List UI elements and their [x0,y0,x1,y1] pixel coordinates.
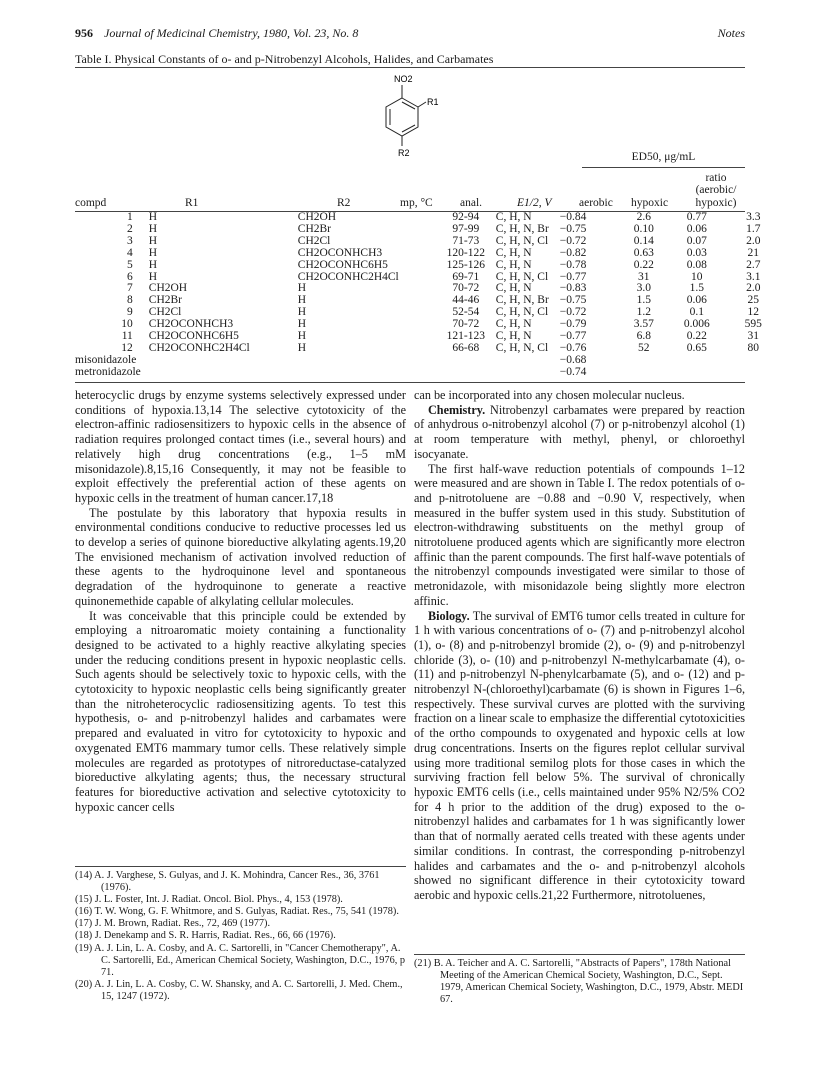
table-cell: H [148,258,158,271]
table-cell: −0.79 [559,318,587,331]
running-header [75,26,745,44]
table-row [75,224,781,236]
col-ratio: ratio (aerobic/ hypoxic) [695,171,737,209]
table-cell [496,355,560,367]
table-cell: 4 [127,246,133,259]
left-paragraph: The postulate by this laboratory that hypoxia results in environmental conditions conducive to reductive processes led us to develop a series of quinone bioreductive alkylating agents.19,20 The envisioned mechanism of activation involved reduction of these agents to the hydroquinone level and spontaneous degradation of the hydroquinone to generate a reactive quinonemethide capable of alkylating cellular molecules. [75,505,406,608]
table-cell: C, H, N, Br [495,294,549,307]
footnote: (18) J. Denekamp and S. R. Harris, Radiat. Res., 66, 66 (1976). [75,930,336,942]
col-anal: anal. [460,197,483,209]
table-cell: 3.3 [746,211,761,223]
table-cell: 8 [127,294,133,307]
footnote: (21) B. A. Teicher and A. C. Sartorelli, "Abstracts of Papers", 178th National Meeting of the American Chemical Society, Washington, D.C., Sept. 1979, American Chemical Society, Washington, D.C., 1979, Abstr. MEDI 67. [414,958,744,1006]
table-cell: 0.006 [683,318,710,331]
table-cell [726,367,781,379]
table-cell: CH2OCONHC6H5 [148,330,239,343]
table-cell: H [297,294,307,307]
right-footnotes [414,958,745,1006]
table-cell: H [148,270,158,283]
right-footnote-rule [414,954,745,955]
col-r2: R2 [337,197,351,209]
table-cell [141,355,298,367]
right-paragraph: The first half-wave reduction potentials of compounds 1–12 were measured and are shown in Table I. The redox potentials of o- and p-nitrotoluene are −0.88 and −0.90 V, respectively, when measured in the buffer system used in this study. Substitution of electron-withdrawing substituents on the methyl group of nitrotoluene produced agents which are significantly more electron affinic than the parent compounds. The first half-wave potentials of the nitrobenzyl compounds investigated were similar to those of metronidazole, with misonidazole being slightly more electron affinic. [414,461,745,608]
left-footnotes [75,870,406,1003]
table-cell [620,367,668,379]
table-cell: C, H, N [495,318,532,331]
table-cell: −0.72 [559,234,587,247]
table-cell: 2.7 [746,258,761,271]
table-row [75,343,781,355]
table-cell: 0.06 [686,222,707,235]
table-cell: CH2Br [148,294,183,307]
table-cell: C, H, N, Cl [495,306,549,319]
table-cell: 7 [127,282,133,295]
table-cell [668,367,726,379]
table-cell: CH2OCONHC6H5 [297,258,388,271]
table-cell: CH2OH [148,282,188,295]
nitrobenzene-structure [370,72,460,162]
table-cell: H [148,234,158,247]
table-cell: 5 [127,258,133,271]
left-paragraph: It was conceivable that this principle could be extended by employing a nitroaromatic moiety containing a functionality designed to be activated to a highly reactive alkylating species under the reducing conditions present in hypoxic neoplastic cells. Such agents should be selectively toxic to hypoxic cells, with the cytotoxicity to hypoxic neoplastic cells being significantly greater than the nitroheterocyclic radiosensitizing agents. To test this hypothesis, o- and p-nitrobenzyl halides and carbamates were prepared and evaluated in vitro for cytotoxicity to hypoxic and oxygenated EMT6 mammary tumor cells. These relatively simple molecules are regarded as prototypes of nitroreductase-catalyzed bioreductive alkylating agents; thus, the necessary structural features for bioreductive activation and selective cytotoxicity to hypoxic cancer cells [75,608,406,814]
table-row [75,212,781,224]
table-cell: H [297,282,307,295]
ed50-header: ED50, μg/mL [631,151,696,163]
table-cell: 2.0 [746,282,761,295]
table-cell: 70-72 [452,282,480,295]
table-cell: 9 [127,306,133,319]
table-cell: H [297,341,307,354]
footnote: (17) J. M. Brown, Radiat. Res., 72, 469 (1977). [75,918,271,930]
right-column-text [414,388,745,903]
table-cell: CH2OCONHCH3 [148,318,234,331]
table-cell: CH2OCONHC2H4Cl [297,270,399,283]
biology-paragraph [414,609,745,903]
table-cell [620,355,668,367]
table-cell: C, H, N, Cl [495,341,549,354]
table-row [75,355,781,367]
table-cell [436,367,496,379]
table-row [75,248,781,260]
table-cell: 3 [127,234,133,247]
table-cell: H [297,318,307,331]
table-cell: 3.1 [746,270,761,283]
table-cell: 52-54 [452,306,480,319]
r2-label: R2 [398,148,410,158]
journal-citation: Journal of Medicinal Chemistry, 1980, Vol. 23, No. 8 [104,26,359,40]
table-bottom-rule [75,382,745,383]
right-paragraph: can be incorporated into any chosen molecular nucleus. [414,388,685,402]
table-cell: 92-94 [452,211,480,223]
table-cell [496,367,560,379]
table-cell: 10 [121,318,133,331]
table-cell: −0.84 [559,211,587,223]
table-cell: 121-123 [446,330,485,343]
table-cell: 70-72 [452,318,480,331]
table-cell: −0.74 [559,365,587,378]
left-paragraph: heterocyclic drugs by enzyme systems selectively expressed under conditions of hypoxia.13,14 The selective cytotoxicity of the electron-affinic radiosensitizers to hypoxic cells in the absence of radiation requires prolonged contact times (i.e., several hours) and relatively high drug concentrations (e.g., 1–5 mM misonidazole).8,15,16 Consequently, it may not be feasible to exploit effectively the preferential action of these agents on hypoxic cells in the treatment of human cancer.17,18 [75,388,406,505]
left-column-text [75,388,406,814]
table-cell: 0.14 [633,234,654,247]
footnote: (15) J. L. Foster, Int. J. Radiat. Oncol. Biol. Phys., 4, 153 (1978). [75,894,343,906]
table-cell: 97-99 [452,222,480,235]
data-table [75,212,781,379]
table-cell: 6.8 [636,330,651,343]
table-cell: 120-122 [446,246,485,259]
r1-label: R1 [427,97,439,107]
table-cell: −0.82 [559,246,587,259]
table-cell: 0.77 [686,211,707,223]
table-cell: H [297,330,307,343]
col-aerobic: aerobic [579,197,613,209]
footnote: (16) T. W. Wong, G. F. Whitmore, and S. Gulyas, Radiat. Res., 75, 541 (1978). [75,906,399,918]
table-cell: 0.65 [686,341,707,354]
biology-text: The survival of EMT6 tumor cells treated in culture for 1 h with various concentrations of o- (7) and p-nitrobenzyl alcohol (1), o- (8) and p-nitrobenzyl bromide (2), o- (9) and p-nitrobenzyl chloride (3), o- (10) and p-nitrobenzyl N-methylcarbamate (4), o- (11) and p-nitrobenzyl N-phenylcarbamate (5), and o- (12) and p-nitrobenzyl N-(chloroethyl)carbamate (6) is shown in Figures 1–6, respectively. These survival curves are plotted with the surviving fraction on a linear scale to emphasize the differential cytotoxicities of the ortho compounds to oxygenated and hypoxic cells at low drug concentrations. Inserts on the figures replot cellular survival using more traditional semilog plots for those cases in which the surviving fraction fell below 5%. The survival of chronically hypoxic EMT6 cells (i.e., cells maintained under 95% N2/5% CO2 for 4 h prior to the addition of the drug) exposed to the o-nitrobenzyl halides and carbamates for 1 h was significantly lower than that of normally aerated cells treated with these agents under similar conditions. In contrast, the corresponding p-nitrobenzyl halides and carbamates and the o- and p-nitrobenzyl alcohols showed no significant difference in their cytotoxicity toward aerobic and hypoxic cells.21,22 Furthermore, nitrotoluenes, [414,608,745,902]
table-cell: 2.0 [746,234,761,247]
section-label: Notes [717,26,745,40]
table-cell: −0.75 [559,294,587,307]
table-cell: 3.57 [633,318,654,331]
table-cell [436,355,496,367]
table-cell: 69-71 [452,270,480,283]
col-hypoxic: hypoxic [631,197,669,209]
table-cell: CH2OH [297,211,337,223]
table-cell: 0.10 [633,222,654,235]
table-cell: 12 [747,306,760,319]
table-cell: H [297,306,307,319]
table-cell: 12 [121,341,133,354]
table-row [75,367,781,379]
table-cell: 11 [121,330,133,343]
col-compd: compd [75,197,107,209]
table-cell: H [148,211,158,223]
table-cell [298,355,436,367]
table-cell: 2.6 [636,211,651,223]
chemistry-heading: Chemistry. [428,402,486,417]
table-cell: −0.72 [559,306,587,319]
table-cell: 1.2 [636,306,651,319]
table-cell: C, H, N [495,246,532,259]
table-cell: 6 [127,270,133,283]
table-cell: CH2Br [297,222,332,235]
biology-heading: Biology. [428,608,470,623]
ed50-rule [582,167,745,168]
table-cell [298,367,436,379]
table-cell: C, H, N, Br [495,222,549,235]
table-cell: misonidazole [75,353,137,366]
table-cell: 0.08 [686,258,707,271]
table-cell: −0.76 [559,341,587,354]
table-cell [668,355,726,367]
table-cell: 80 [747,341,760,354]
table-cell: CH2Cl [148,306,182,319]
table-cell: 0.1 [689,306,704,319]
left-footnote-rule [75,866,406,867]
page-number: 956 [75,26,93,40]
table-cell: −0.78 [559,258,587,271]
table-cell: 0.63 [633,246,654,259]
table-cell: 0.22 [633,258,654,271]
table-cell [141,367,298,379]
table-cell: C, H, N, Cl [495,234,549,247]
table-cell: 1.5 [689,282,704,295]
table-cell: CH2Cl [297,234,331,247]
table-cell: CH2OCONHCH3 [297,246,383,259]
table-column-headers [75,171,745,211]
chemistry-paragraph [414,403,745,462]
table-cell: 66-68 [452,341,480,354]
footnote: (19) A. J. Lin, L. A. Cosby, and A. C. Sartorelli, in "Cancer Chemotherapy", A. C. Sartorelli, Ed., American Chemical Society, Washington, D.C., 1976, p 71. [75,942,406,978]
table-cell: −0.75 [559,222,587,235]
table-cell: 1.7 [746,222,761,235]
table-cell: 31 [638,270,650,283]
table-row [75,260,781,272]
table-cell: 0.07 [686,234,707,247]
table-caption: Table I. Physical Constants of o- and p-Nitrobenzyl Alcohols, Halides, and Carbamates [75,52,494,66]
table-cell: 0.22 [686,330,707,343]
table-cell: 52 [638,341,650,354]
table-top-rule [75,67,745,68]
table-cell: H [148,246,158,259]
footnote: (14) A. J. Varghese, S. Gulyas, and J. K. Mohindra, Cancer Res., 36, 3761 (1976). [75,870,380,894]
table-cell: 0.06 [686,294,707,307]
table-cell: 21 [747,246,760,259]
footnote: (20) A. J. Lin, L. A. Cosby, C. W. Shansky, and A. C. Sartorelli, J. Med. Chem., 15, 1247 (1972). [75,978,403,1002]
table-cell: 595 [744,318,762,331]
table-cell: −0.77 [559,270,587,283]
table-cell: 3.0 [636,282,651,295]
table-cell: 2 [127,222,133,235]
table-cell: H [148,222,158,235]
table-cell: 71-73 [452,234,480,247]
table-cell: −0.77 [559,330,587,343]
table-cell: C, H, N [495,282,532,295]
table-cell: −0.68 [559,353,587,366]
table-cell: −0.83 [559,282,587,295]
table-cell: 1.5 [636,294,651,307]
table-row [75,236,781,248]
chemistry-text: Nitrobenzyl carbamates were prepared by reaction of anhydrous o-nitrobenzyl alcohol (7) or p-nitrobenzyl alcohol (1) at room temperature with methyl, phenyl, or chloroethyl isocyanate. [414,402,745,461]
table-cell: 10 [691,270,703,283]
table-cell: 25 [747,294,760,307]
table-cell: 1 [127,211,133,223]
no2-label: NO2 [394,74,413,84]
table-cell: CH2OCONHC2H4Cl [148,341,250,354]
table-cell: 0.03 [686,246,707,259]
table-cell: C, H, N [495,211,532,223]
table-cell: 44-46 [452,294,480,307]
col-mp: mp, °C [400,197,433,209]
table-cell: 31 [747,330,760,343]
table-cell: C, H, N [495,258,532,271]
col-r1: R1 [185,197,199,209]
table-cell: metronidazole [75,365,141,378]
col-e12: E1/2, V [517,197,552,209]
table-cell: 125-126 [446,258,485,271]
table-cell: C, H, N, Cl [495,270,549,283]
table-cell: C, H, N [495,330,532,343]
table-cell [726,355,781,367]
